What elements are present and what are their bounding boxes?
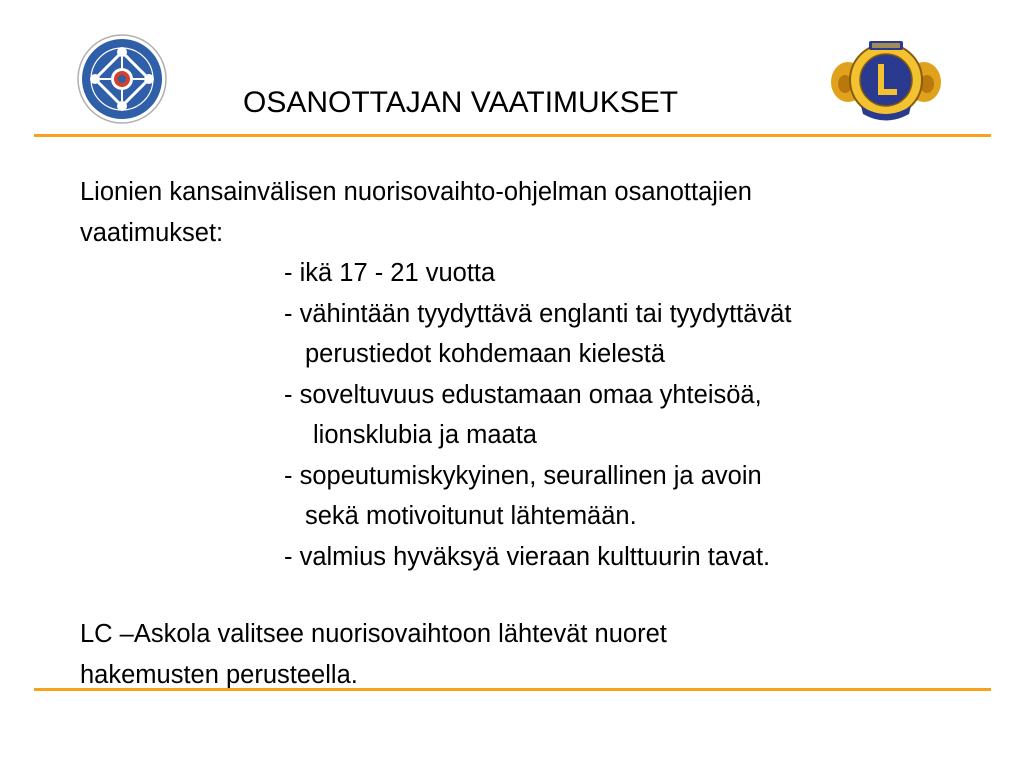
requirement-item-continuation: perustiedot kohdemaan kielestä (305, 340, 666, 368)
requirements-list (284, 253, 791, 577)
intro-line-2: vaatimukset: (80, 218, 224, 247)
requirement-item: - ikä 17 - 21 vuotta (284, 259, 496, 287)
requirement-item: - vähintään tyydyttävä englanti tai tyydyttävät (284, 299, 792, 328)
intro-line-1: Lionien kansainvälisen nuorisovaihto-ohjelman osanottajien (80, 178, 752, 206)
intro-paragraph (80, 172, 752, 253)
requirement-item: - sopeutumiskykyinen, seurallinen ja avoin (284, 461, 762, 490)
bottom-divider (34, 688, 991, 691)
top-divider (34, 134, 991, 137)
outro-paragraph (80, 614, 667, 695)
outro-line-2: hakemusten perusteella. (80, 660, 358, 689)
lions-international-logo (831, 30, 941, 130)
page-title: OSANOTTAJAN VAATIMUKSET (243, 86, 679, 119)
requirement-item-continuation: sekä motivoitunut lähtemään. (305, 502, 637, 530)
requirement-item-continuation: lionsklubia ja maata (313, 421, 537, 449)
requirement-item: - valmius hyväksyä vieraan kulttuurin tavat. (284, 542, 771, 571)
youth-exchange-logo (77, 34, 167, 124)
outro-line-1: LC –Askola valitsee nuorisovaihtoon lähtevät nuoret (80, 620, 667, 648)
requirement-item: - soveltuvuus edustamaan omaa yhteisöä, (284, 380, 762, 409)
